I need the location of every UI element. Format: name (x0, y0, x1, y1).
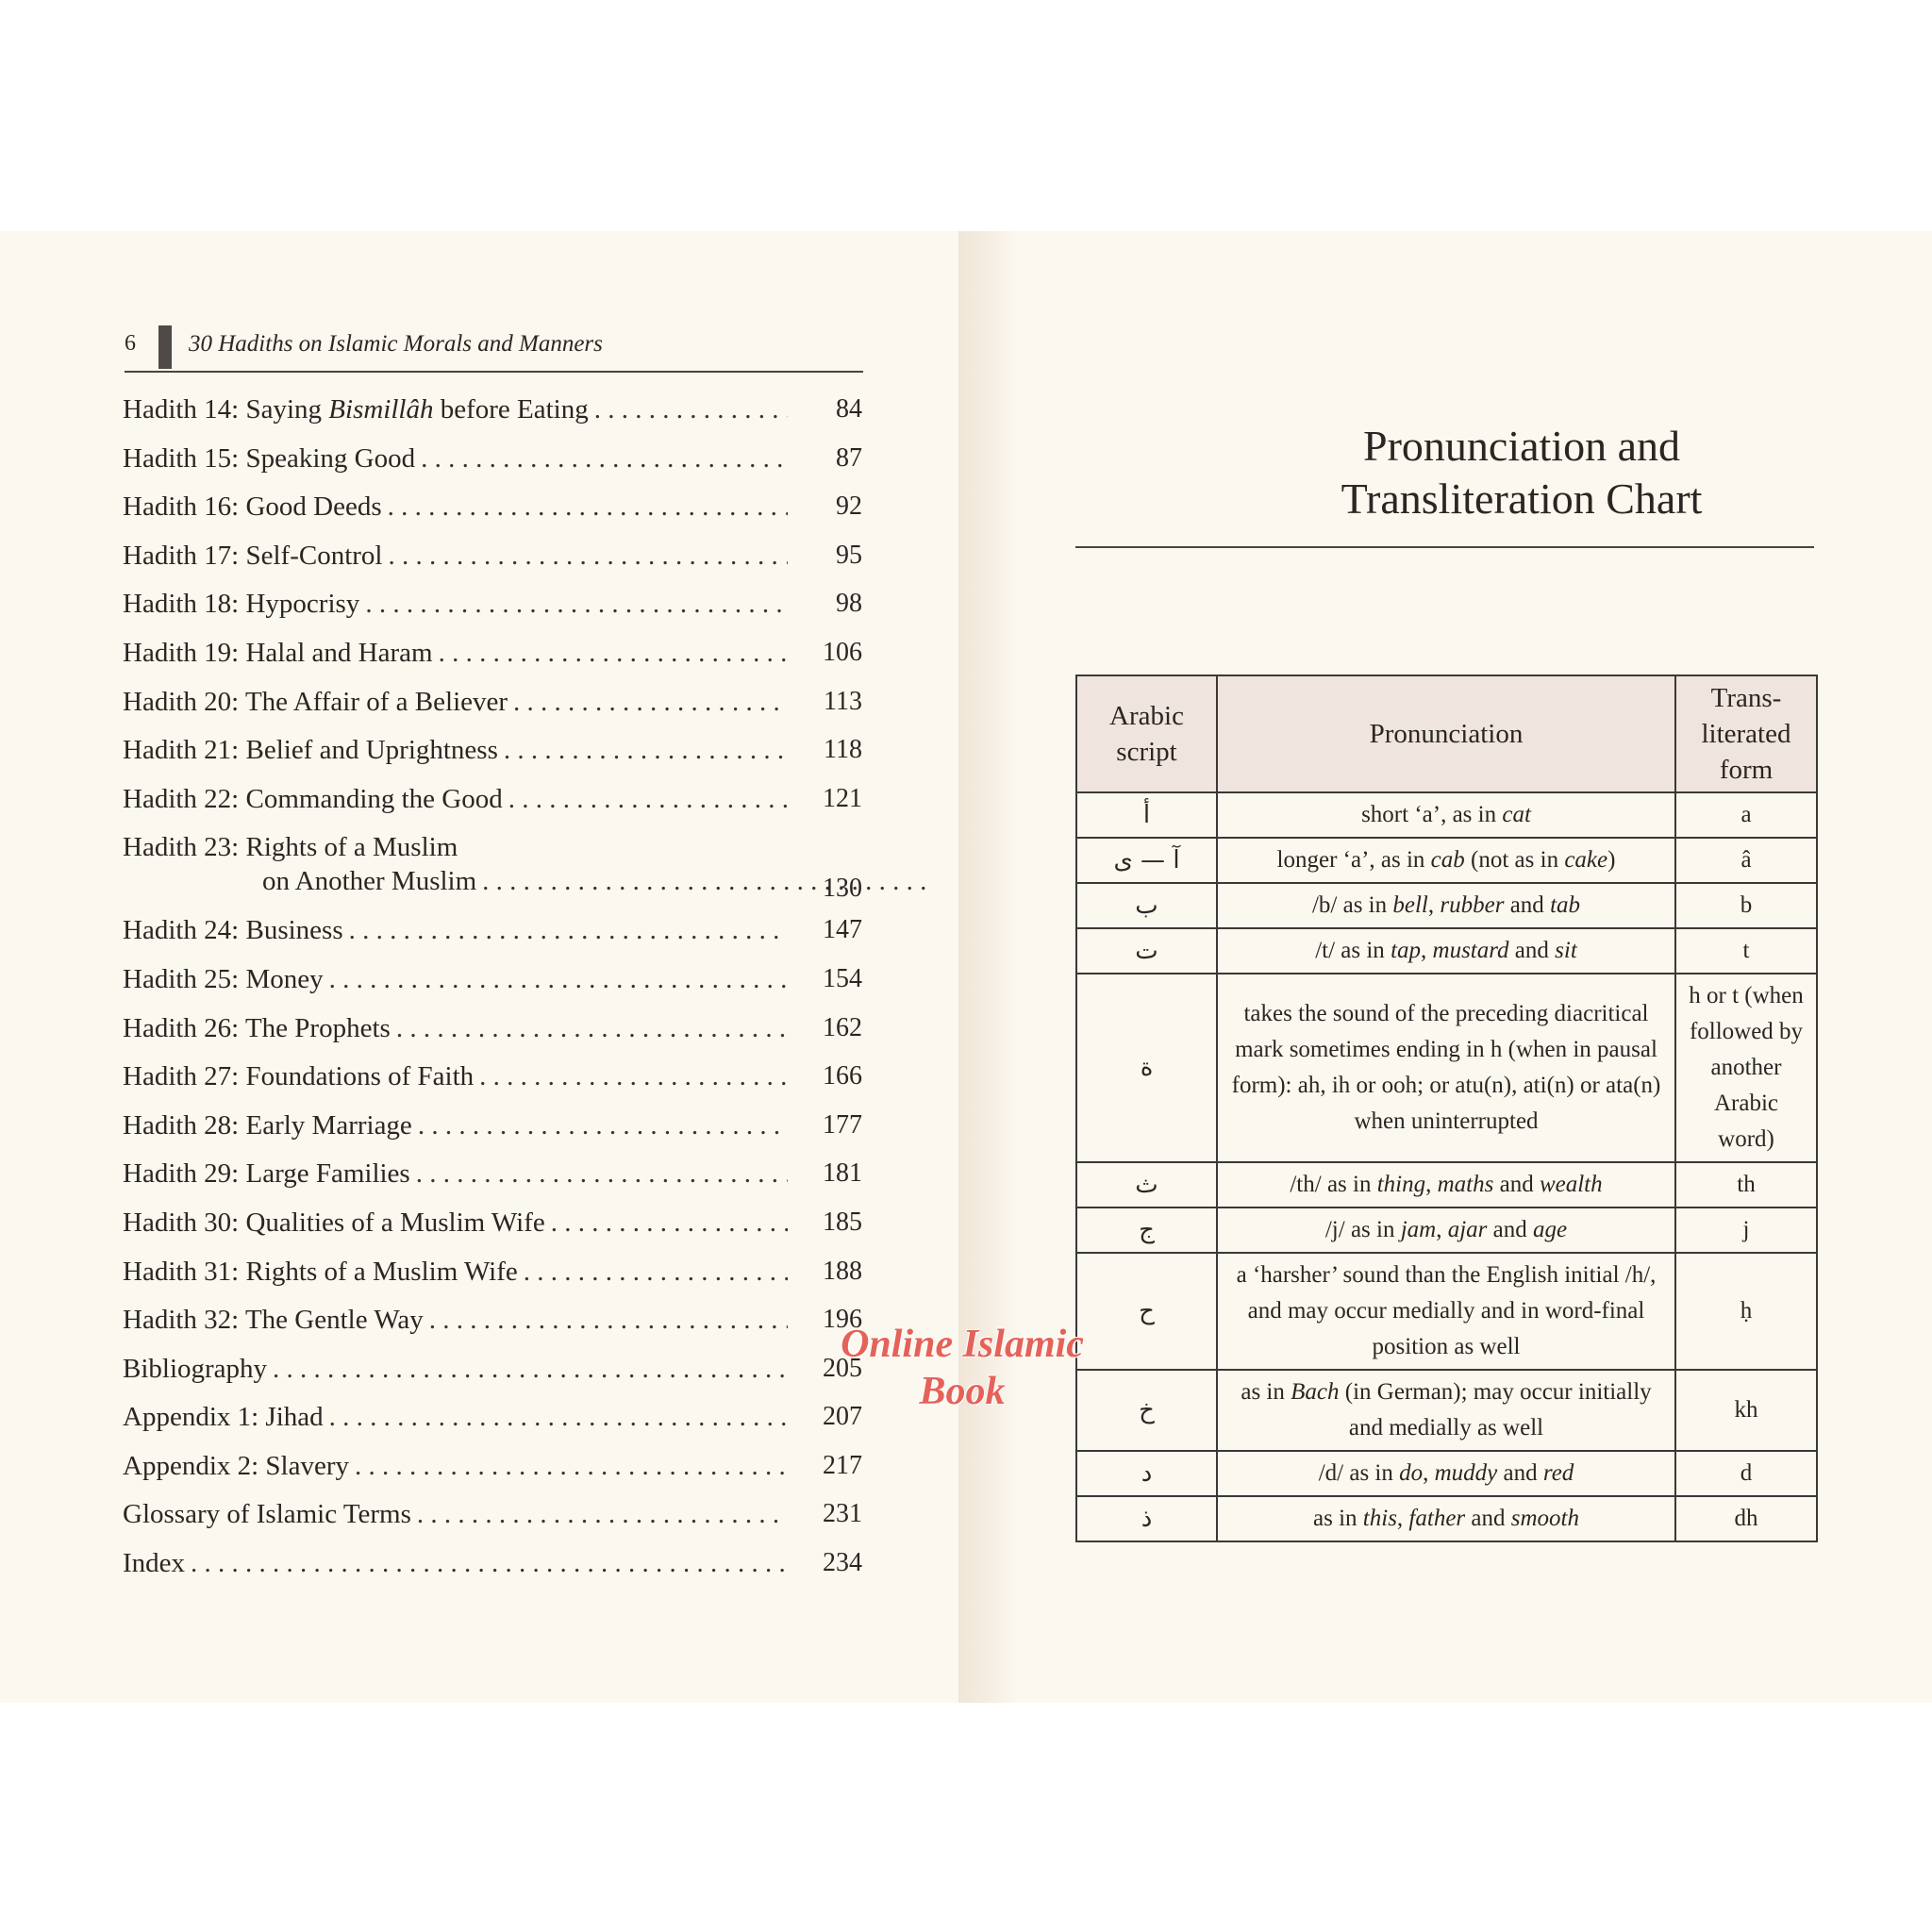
toc-entry-title: Hadith 15: Speaking Good (123, 442, 416, 474)
pronunciation-cell: as in this, father and smooth (1217, 1496, 1675, 1541)
toc-entry-title-continued: on Another Muslim (262, 866, 477, 897)
table-row (1076, 974, 1817, 1162)
dot-leader (429, 1299, 788, 1341)
watermark-line1: Online Islamic (841, 1323, 1084, 1366)
toc-entry[interactable] (123, 486, 864, 535)
dot-leader (329, 958, 788, 1000)
toc-entry[interactable] (123, 778, 864, 827)
toc-entry-title: Hadith 28: Early Marriage (123, 1109, 412, 1141)
toc-entry-page: 118 (824, 735, 862, 765)
pronunciation-cell: takes the sound of the preceding diacritical mark sometimes ending in h (when in pausal form): ah, ih or ooh; or atu(n), ati(n) or ata(n) when uninterrupted (1217, 974, 1675, 1162)
table-row (1076, 1162, 1817, 1208)
toc-entry[interactable] (123, 826, 864, 909)
form-cell: dh (1675, 1496, 1817, 1541)
arabic-letter-cell: د (1076, 1451, 1217, 1496)
toc-entry-title: Hadith 21: Belief and Uprightness (123, 735, 498, 766)
table-header-row (1076, 675, 1817, 792)
toc-entry[interactable] (123, 1445, 864, 1494)
running-head-rule (125, 371, 863, 373)
arabic-letter-cell: أ (1076, 792, 1217, 838)
form-cell: â (1675, 838, 1817, 883)
dot-leader (396, 1008, 788, 1049)
title-rule (1075, 546, 1814, 548)
toc-entry[interactable] (123, 1493, 864, 1542)
dot-leader (417, 1493, 788, 1535)
toc-entry[interactable] (123, 1105, 864, 1154)
form-cell: j (1675, 1208, 1817, 1253)
toc-entry-page: 154 (823, 963, 862, 993)
dot-leader (524, 1251, 788, 1292)
form-cell: h or t (when followed by another Arabic word) (1675, 974, 1817, 1162)
toc-entry-page: 121 (823, 783, 862, 813)
toc-entry-page: 177 (823, 1109, 862, 1140)
arabic-letter-cell: خ (1076, 1370, 1217, 1451)
toc-entry-page: 196 (823, 1305, 862, 1335)
toc-entry[interactable] (123, 958, 864, 1008)
watermark (802, 1321, 1123, 1415)
dot-leader (551, 1202, 788, 1243)
chart-title-line2: Transliteration Chart (1341, 475, 1703, 523)
dot-leader (508, 778, 788, 820)
chart-title (1074, 420, 1932, 525)
toc-entry-page: 166 (823, 1061, 862, 1091)
toc-entry-page: 87 (836, 442, 862, 473)
table-row (1076, 1451, 1817, 1496)
pronunciation-cell: /b/ as in bell, rubber and tab (1217, 883, 1675, 928)
toc-entry-title: Hadith 26: The Prophets (123, 1012, 391, 1043)
toc-entry[interactable] (123, 1542, 864, 1591)
page-number: 6 (125, 331, 136, 356)
dot-leader (273, 1348, 788, 1390)
toc-entry[interactable] (123, 681, 864, 730)
table-row (1076, 1253, 1817, 1370)
arabic-letter-cell: ذ (1076, 1496, 1217, 1541)
toc-entry[interactable] (123, 909, 864, 958)
watermark-line2: Book (919, 1370, 1006, 1413)
running-head-bar (158, 325, 172, 369)
toc-entry-title: Appendix 2: Slavery (123, 1450, 350, 1481)
pronunciation-cell: short ‘a’, as in cat (1217, 792, 1675, 838)
toc-entry-title: Hadith 24: Business (123, 915, 343, 946)
toc-entry-title: Hadith 25: Money (123, 963, 324, 994)
toc-entry-title: Hadith 14: Saying Bismillâh before Eating (123, 394, 589, 425)
toc-entry-page: 217 (823, 1450, 862, 1480)
toc-entry[interactable] (123, 1202, 864, 1251)
toc-entry[interactable] (123, 389, 864, 438)
toc-entry[interactable] (123, 632, 864, 681)
form-cell: th (1675, 1162, 1817, 1208)
right-page (1017, 231, 1932, 1703)
chart-title-line1: Pronunciation and (1363, 422, 1680, 470)
form-cell: b (1675, 883, 1817, 928)
form-cell: t (1675, 928, 1817, 974)
toc-entry[interactable] (123, 1348, 864, 1397)
table-row (1076, 792, 1817, 838)
dot-leader (418, 1105, 788, 1146)
dot-leader (191, 1542, 788, 1584)
toc-entry-title: Glossary of Islamic Terms (123, 1499, 411, 1530)
dot-leader (349, 909, 788, 951)
dot-leader (365, 583, 788, 625)
pronunciation-cell: longer ‘a’, as in cab (not as in cake) (1217, 838, 1675, 883)
toc-entry-title: Hadith 30: Qualities of a Muslim Wife (123, 1207, 545, 1238)
toc-entry[interactable] (123, 438, 864, 487)
toc-entry-page: 207 (823, 1402, 862, 1432)
toc-entry[interactable] (123, 1251, 864, 1300)
toc-entry[interactable] (123, 1299, 864, 1348)
pronunciation-cell: /th/ as in thing, maths and wealth (1217, 1162, 1675, 1208)
toc-entry-page: 92 (836, 491, 862, 522)
arabic-letter-cell: ت (1076, 928, 1217, 974)
toc-entry-title: Hadith 32: The Gentle Way (123, 1305, 424, 1336)
toc-entry[interactable] (123, 1396, 864, 1445)
dot-leader (513, 681, 788, 723)
pronunciation-cell: /t/ as in tap, mustard and sit (1217, 928, 1675, 974)
toc-entry-title: Hadith 19: Halal and Haram (123, 637, 433, 668)
dot-leader (388, 486, 788, 527)
toc-entry-page: 98 (836, 589, 862, 619)
toc-entry-page: 113 (824, 686, 862, 716)
dot-leader (594, 389, 788, 430)
book-gutter (958, 231, 1017, 1703)
toc-entry-page: 130 (823, 874, 862, 904)
pronunciation-cell: as in Bach (in German); may occur initially and medially as well (1217, 1370, 1675, 1451)
toc-entry-title: Hadith 20: The Affair of a Believer (123, 686, 508, 717)
table-row (1076, 883, 1817, 928)
form-cell: kh (1675, 1370, 1817, 1451)
toc-entry[interactable] (123, 535, 864, 584)
pronunciation-cell: /j/ as in jam, ajar and age (1217, 1208, 1675, 1253)
table-row (1076, 1370, 1817, 1451)
dot-leader (329, 1396, 788, 1438)
book-title: 30 Hadiths on Islamic Morals and Manners (189, 331, 603, 357)
running-head (125, 325, 865, 369)
arabic-letter-cell: ج (1076, 1208, 1217, 1253)
header-arabic-script: Arabic script (1076, 675, 1217, 792)
header-transliterated-form: Trans-literated form (1675, 675, 1817, 792)
dot-leader (388, 535, 788, 576)
toc-entry-title: Hadith 16: Good Deeds (123, 491, 382, 523)
dot-leader (416, 1153, 788, 1194)
dot-leader (479, 1056, 788, 1097)
arabic-letter-cell: آ — ى (1076, 838, 1217, 883)
form-cell: a (1675, 792, 1817, 838)
left-page (0, 231, 958, 1703)
pronunciation-cell: /d/ as in do, muddy and red (1217, 1451, 1675, 1496)
arabic-letter-cell: ح (1076, 1253, 1217, 1370)
toc-entry-page: 205 (823, 1353, 862, 1383)
toc-entry-page: 147 (823, 915, 862, 945)
toc-entry-page: 231 (823, 1499, 862, 1529)
toc-entry-title: Hadith 31: Rights of a Muslim Wife (123, 1256, 518, 1287)
dot-leader (421, 438, 788, 479)
dot-leader (355, 1445, 788, 1487)
toc-entry-page: 181 (823, 1158, 862, 1189)
toc-entry-page: 185 (823, 1207, 862, 1237)
toc-entry[interactable] (123, 729, 864, 778)
toc-entry[interactable] (123, 1056, 864, 1105)
transliteration-table (1075, 675, 1818, 1542)
dot-leader (504, 729, 788, 771)
toc-entry-page: 234 (823, 1548, 862, 1578)
toc-entry[interactable] (123, 583, 864, 632)
toc-entry-title: Appendix 1: Jihad (123, 1402, 324, 1433)
toc-entry-title: Hadith 17: Self-Control (123, 540, 383, 571)
toc-entry-title: Hadith 27: Foundations of Faith (123, 1061, 475, 1092)
toc-entry-title: Index (123, 1548, 186, 1579)
toc-entry-page: 95 (836, 540, 862, 570)
toc-entry-page: 106 (823, 637, 862, 667)
dot-leader (439, 632, 788, 674)
toc-entry-page: 84 (836, 394, 862, 424)
toc-entry-title: Hadith 22: Commanding the Good (123, 783, 503, 814)
toc-entry-page: 188 (823, 1256, 862, 1286)
toc-entry[interactable] (123, 1008, 864, 1057)
toc-entry[interactable] (123, 1153, 864, 1202)
table-row (1076, 838, 1817, 883)
table-of-contents (123, 389, 864, 1591)
pronunciation-cell: a ‘harsher’ sound than the English initial /h/, and may occur medially and in word-final position as well (1217, 1253, 1675, 1370)
header-pronunciation: Pronunciation (1217, 675, 1675, 792)
arabic-letter-cell: ب (1076, 883, 1217, 928)
table-row (1076, 1208, 1817, 1253)
toc-entry-title: Hadith 23: Rights of a Muslim (123, 832, 458, 863)
toc-entry-title: Hadith 18: Hypocrisy (123, 589, 360, 620)
arabic-letter-cell: ث (1076, 1162, 1217, 1208)
toc-entry-title: Hadith 29: Large Families (123, 1158, 410, 1190)
form-cell: d (1675, 1451, 1817, 1496)
table-row (1076, 928, 1817, 974)
form-cell: ḥ (1675, 1253, 1817, 1370)
table-row (1076, 1496, 1817, 1541)
toc-entry-title: Bibliography (123, 1353, 268, 1384)
toc-entry-page: 162 (823, 1012, 862, 1042)
arabic-letter-cell: ة (1076, 974, 1217, 1162)
